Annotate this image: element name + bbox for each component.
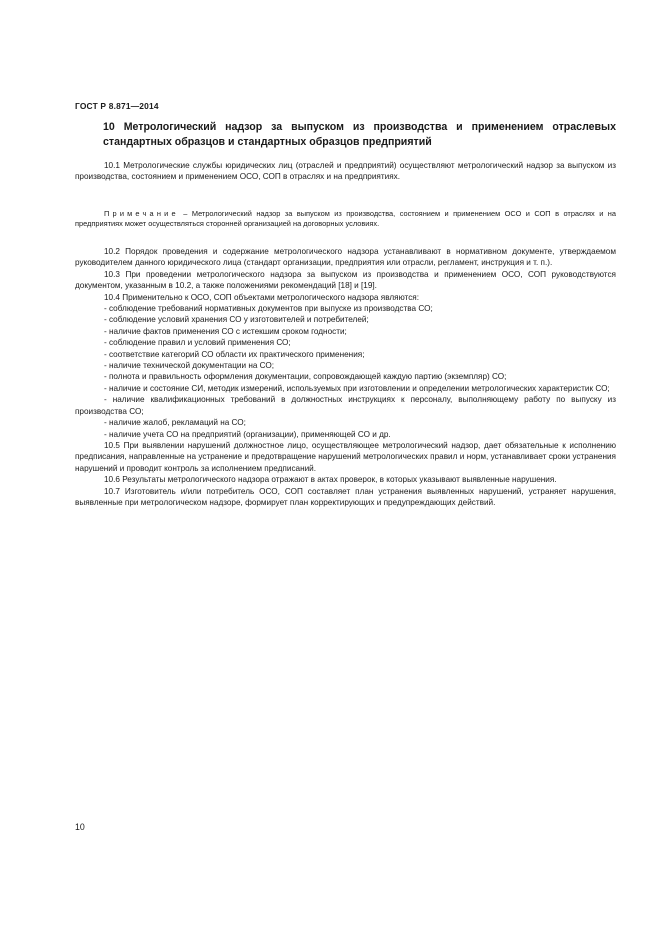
list-item: - соблюдение правил и условий применения СО; (104, 338, 291, 348)
note-text: – Метрологический надзор за выпуском из производства, состоянием и применением ОСО и СОП в отраслях и на предприятиях может осуществляться сторонней организацией на договорных условиях. (75, 209, 616, 229)
paragraph: 10.4 Применительно к ОСО, СОП объектами метрологического надзора являются: (104, 292, 419, 302)
list-item: - наличие жалоб, рекламаций на СО; (104, 418, 246, 428)
note-block (75, 209, 616, 230)
paragraph: 10.3 При проведении метрологического надзора за выпуском из производства и применением ОСО, СОП руководствуются документом, указанным в 10.2, а также положениями рекомендаций [18] и [19]. (75, 269, 616, 291)
list-item: - наличие технической документации на СО; (104, 361, 275, 371)
paragraph-10-1: 10.1 Метрологические службы юридических лиц (отраслей и предприятий) осуществляют метрологический надзор за выпуском из производства, состоянием и применением ОСО, СОП в отраслях и на предприятиях. (75, 161, 616, 182)
paragraph: 10.7 Изготовитель и/или потребитель ОСО, СОП составляет план устранения выявленных нарушений, устраняет нарушения, выявленные при метрологическом надзоре, формирует план корректирующих и предупреждающих действий. (75, 486, 616, 507)
list-item: - полнота и правильность оформления документации, сопровождающей каждую партию (экземпляр) СО; (104, 372, 507, 382)
list-item: - наличие и состояние СИ, методик измерений, используемых при изготовлении и определении метрологических характеристик СО; (104, 383, 610, 393)
page-number: 10 (75, 822, 85, 832)
list-item: - соответствие категорий СО области их практического применения; (104, 349, 365, 359)
note-paragraph (75, 209, 616, 230)
paragraph-block-2 (75, 246, 616, 508)
section-title: 10 Метрологический надзор за выпуском из производства и применением отраслевых стандартных образцов и стандартных образцов предприятий (103, 121, 616, 148)
note-label: Примечание (104, 209, 179, 218)
document-code-header: ГОСТ Р 8.871—2014 (75, 101, 159, 111)
paragraph: 10.2 Порядок проведения и содержание метрологического надзора устанавливают в нормативном документе, утверждаемом руководителем данного юридического лица (стандарт организации, предприятия или отрасли, регламент, инструкция и т. п.). (75, 247, 616, 268)
list-item: - соблюдение требований нормативных документов при выпуске из производства СО; (104, 304, 433, 314)
list-item: - наличие учета СО на предприятий (организации), применяющей СО и др. (104, 429, 391, 439)
list-item: - наличие фактов применения СО с истекшим сроком годности; (104, 326, 347, 336)
paragraph: 10.6 Результаты метрологического надзора отражают в актах проверок, в которых указывают выявленные нарушения. (104, 475, 557, 485)
paragraph: 10.5 При выявлении нарушений должностное лицо, осуществляющее метрологический надзор, дает обязательные к исполнению предписания, направленные на устранение и предотвращение нарушений метрологических правил и норм, устанавливает сроки устранения нарушений и проводит контроль за исполнением предписаний. (75, 440, 616, 473)
list-item: - соблюдение условий хранения СО у изготовителей и потребителей; (104, 315, 369, 325)
list-item: - наличие квалификационных требований в должностных инструкциях к персоналу, выполняющему работу по выпуску из производства СО; (75, 395, 616, 416)
paragraph-block-1 (75, 160, 616, 183)
